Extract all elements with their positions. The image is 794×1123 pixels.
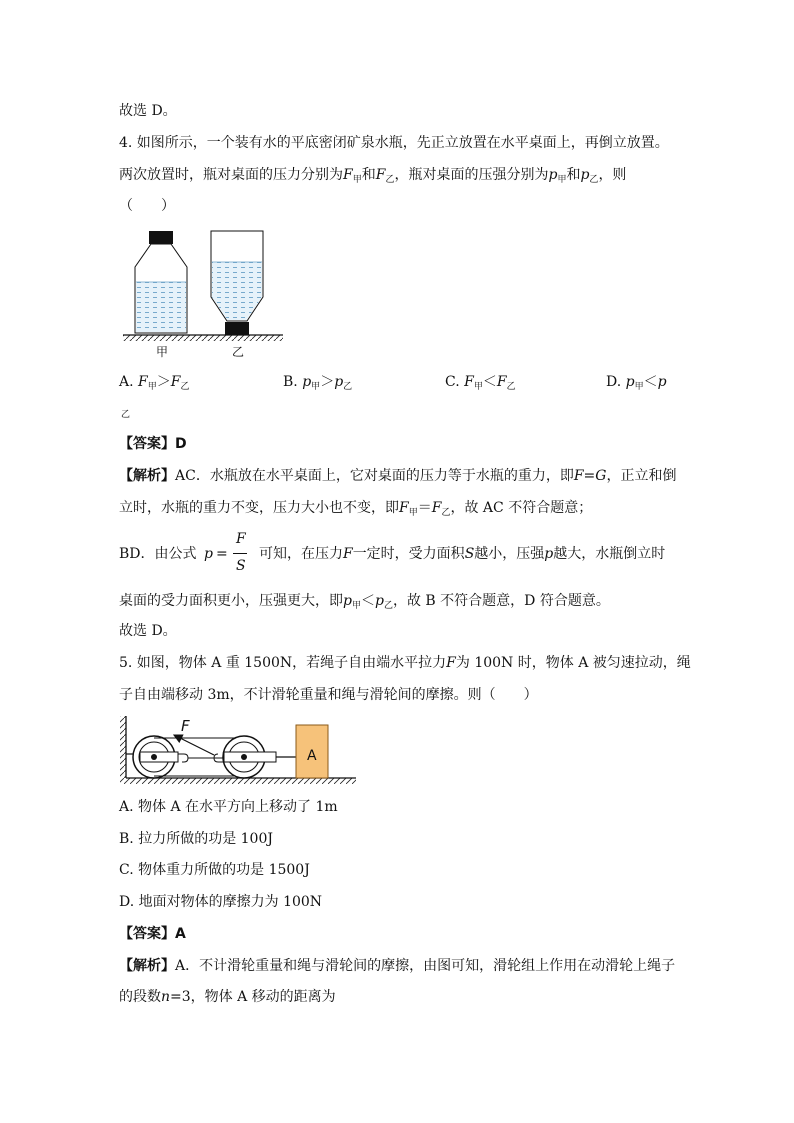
pressure-formula: p = F S (203, 531, 246, 574)
label-jia: 甲 (156, 345, 169, 359)
conclusion-line: 故选 D。 (119, 103, 177, 119)
movable-pulley (214, 736, 296, 778)
q4-explanation-line4: 桌面的受力面积更小，压强更大，即$p_甲<p_乙$，故 B 不符合题意，D 符合题意。 (119, 593, 610, 611)
q5-explanation-line1: 【解析】A．不计滑轮重量和绳与滑轮间的摩擦，由图可知，滑轮组上作用在动滑轮上绳子 (119, 958, 676, 974)
q4-option-b: B. $p_甲>p_乙$ (283, 374, 353, 392)
q4-explanation-line2: 立时，水瓶的重力不变，压力大小也不变，即$F_甲=F_乙$，故 AC 不符合题意； (119, 500, 593, 518)
q5-stem-line1: 5. 如图，物体 A 重 1500N，若绳子自由端水平拉力F为 100N 时，物体 A 被匀速拉动，绳 (119, 655, 691, 671)
force-label: F (181, 717, 190, 735)
q4-stem-line1: 4. 如图所示，一个装有水的平底密闭矿泉水瓶，先正立放置在水平桌面上，再倒立放置。 (119, 135, 669, 151)
ground-hatch (123, 335, 283, 341)
q5-explanation-line2: 的段数n=3，物体 A 移动的距离为 (119, 989, 336, 1005)
pulley-figure (118, 712, 368, 792)
q4-conclusion: 故选 D。 (119, 623, 177, 639)
q5-option-c: C. 物体重力所做的功是 1500J (119, 862, 310, 878)
q4-option-c: C. $F_甲<F_乙$ (445, 374, 516, 392)
fixed-pulley (126, 736, 188, 778)
q4-answer: 【答案】D (119, 436, 187, 452)
q4-explanation-line3: BD．由公式 p = F S 可知，在压力F一定时，受力面积S越小，压强p越大，水瓶倒立时 (119, 531, 666, 574)
block-a-label: A (307, 748, 317, 764)
inverted-bottle (211, 231, 263, 335)
floor-hatch (126, 778, 356, 784)
q5-answer: 【答案】A (119, 926, 186, 942)
q4-option-d-wrap: 乙 (121, 410, 131, 420)
q5-stem-line2: 子自由端移动 3m，不计滑轮重量和绳与滑轮间的摩擦。则（ ） (119, 687, 538, 703)
label-yi: 乙 (232, 345, 245, 359)
upright-bottle (135, 231, 187, 333)
q5-option-d: D. 地面对物体的摩擦力为 100N (119, 894, 323, 910)
q4-answer-paren: （ ） (119, 198, 175, 214)
q4-option-a: A. $F_甲>F_乙$ (119, 374, 190, 392)
q4-explanation-line1: 【解析】AC．水瓶放在水平桌面上，它对桌面的压力等于水瓶的重力，即F=G，正立和倒 (119, 468, 677, 484)
q4-stem-line2: 两次放置时，瓶对桌面的压力分别为$F_甲$和$F_乙$，瓶对桌面的压强分别为$p_甲$和$p_乙$，则 (119, 167, 627, 185)
q4-option-d: D. $p_甲<p$ (606, 374, 667, 392)
q5-option-b: B. 拉力所做的功是 100J (119, 831, 273, 847)
q5-option-a: A. 物体 A 在水平方向上移动了 1m (119, 799, 338, 815)
bottles-figure (120, 225, 320, 365)
wall-hatch (120, 716, 126, 784)
